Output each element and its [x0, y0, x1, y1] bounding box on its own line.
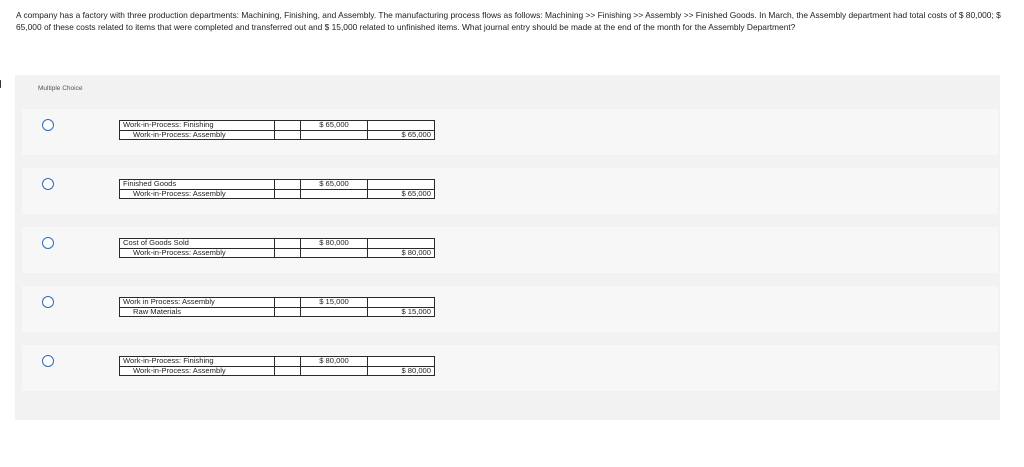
- credit-amount: $ 15,000: [368, 307, 435, 317]
- radio-button[interactable]: [42, 178, 54, 190]
- debit-account: Work-in-Process: Finishing: [120, 357, 275, 367]
- debit-row: [120, 121, 435, 131]
- credit-row: [120, 307, 435, 317]
- credit-amount: $ 65,000: [368, 189, 435, 199]
- radio-button[interactable]: [42, 237, 54, 249]
- journal-entry-table: [119, 238, 435, 258]
- credit-row: [120, 130, 435, 140]
- debit-row: [120, 239, 435, 249]
- credit-account: Work-in-Process: Assembly: [120, 130, 275, 140]
- choice-option-5[interactable]: [22, 345, 998, 391]
- debit-row: [120, 180, 435, 190]
- debit-account: Work in Process: Assembly: [120, 298, 275, 308]
- radio-button[interactable]: [42, 355, 54, 367]
- debit-amount: $ 15,000: [301, 298, 368, 308]
- panel-header: [15, 75, 1000, 100]
- credit-account: Work-in-Process: Assembly: [120, 248, 275, 258]
- credit-account: Work-in-Process: Assembly: [120, 189, 275, 199]
- credit-row: [120, 248, 435, 258]
- debit-account: Work-in-Process: Finishing: [120, 121, 275, 131]
- multiple-choice-panel: [15, 75, 1000, 420]
- choice-option-4[interactable]: [22, 286, 998, 332]
- credit-amount: $ 65,000: [368, 130, 435, 140]
- debit-account: Cost of Goods Sold: [120, 239, 275, 249]
- question-type-label: Multiple Choice: [38, 85, 83, 92]
- debit-amount: $ 65,000: [301, 121, 368, 131]
- debit-account: Finished Goods: [120, 180, 275, 190]
- debit-amount: $ 65,000: [301, 180, 368, 190]
- choice-option-3[interactable]: [22, 227, 998, 273]
- journal-entry-table: [119, 120, 435, 140]
- credit-amount: $ 80,000: [368, 248, 435, 258]
- journal-entry-table: [119, 356, 435, 376]
- choice-option-1[interactable]: [22, 109, 998, 155]
- debit-row: [120, 357, 435, 367]
- credit-row: [120, 366, 435, 376]
- edge-indicator: [0, 80, 3, 88]
- question-text: A company has a factory with three production departments: Machining, Finishing, and Assembly. The manufacturing process flows as follows: Machining >> Finishing >> Assembly >> Finished Goods. In March, the Assembly department had total costs of $ 80,000; $ 65,000 of these costs related to items that were completed and transferred out and $ 15,000 related to unfinished items. What journal entry should be made at the end of the month for the Assembly Department?: [16, 10, 1001, 32]
- credit-amount: $ 80,000: [368, 366, 435, 376]
- journal-entry-table: [119, 179, 435, 199]
- credit-account: Raw Materials: [120, 307, 275, 317]
- credit-account: Work-in-Process: Assembly: [120, 366, 275, 376]
- choice-option-2[interactable]: [22, 168, 998, 214]
- debit-amount: $ 80,000: [301, 239, 368, 249]
- debit-amount: $ 80,000: [301, 357, 368, 367]
- debit-row: [120, 298, 435, 308]
- radio-button[interactable]: [42, 296, 54, 308]
- radio-button[interactable]: [42, 119, 54, 131]
- credit-row: [120, 189, 435, 199]
- journal-entry-table: [119, 297, 435, 317]
